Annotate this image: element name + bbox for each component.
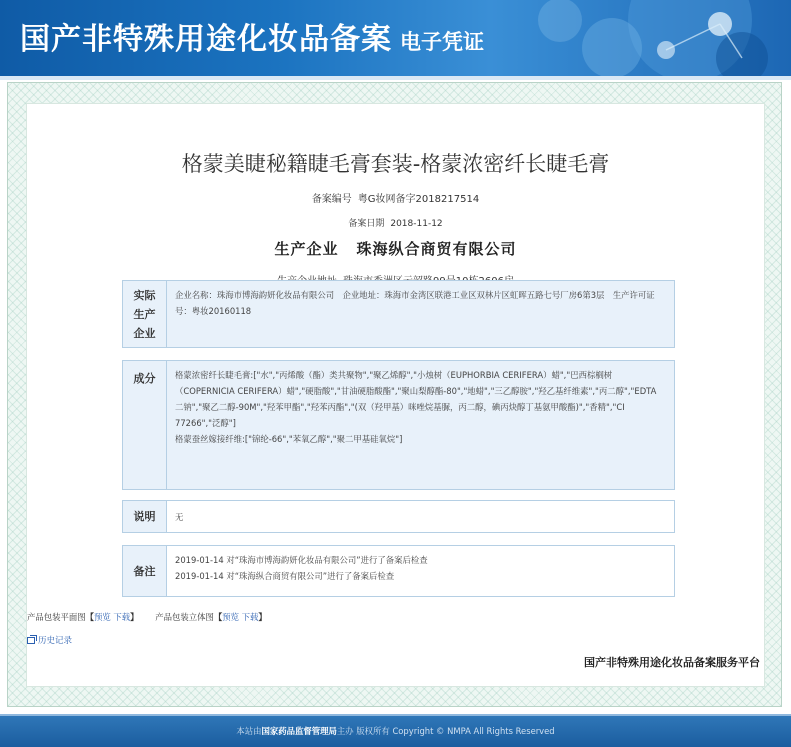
bracket-close: 】 [130, 612, 139, 622]
description-text: 无 [175, 512, 184, 522]
ingredients-label: 成分 [133, 372, 156, 385]
remarks-label: 备注 [133, 564, 156, 578]
flat-image-download-link[interactable]: 下载 [113, 612, 131, 622]
ingredients-block [122, 360, 675, 490]
description-label-cell [123, 501, 167, 532]
remarks-block [122, 545, 675, 597]
registration-date: 2018-11-12 [390, 219, 443, 229]
external-window-icon [27, 637, 35, 644]
description-body [167, 501, 674, 532]
actual-producer-label: 实际生产企业 [133, 288, 156, 340]
product-name: 格蒙美睫秘籍睫毛膏套装-格蒙浓密纤长睫毛膏 [181, 152, 610, 176]
registration-number: 粤G妆网备字2018217514 [357, 194, 480, 205]
bracket-open: 【 [213, 612, 223, 622]
registration-number-label: 备案编号 [311, 194, 352, 205]
ingredients-body [167, 361, 674, 489]
footer-prefix: 本站由 [236, 726, 262, 736]
registration-date-label: 备案日期 [348, 219, 385, 229]
registration-date-line [27, 216, 764, 229]
remarks-body [167, 546, 674, 596]
history-link-label: 历史记录 [38, 636, 73, 646]
remark-item: 2019-01-14 对“珠海纵合商贸有限公司”进行了备案后检查 [175, 571, 395, 581]
site-title-sub: 电子凭证 [400, 29, 484, 54]
site-title [20, 14, 484, 58]
description-label: 说明 [133, 510, 156, 523]
certificate-frame [7, 82, 782, 707]
stereo-image-label: 产品包装立体图 [155, 612, 214, 622]
description-block [122, 500, 675, 533]
ingredients-fiber: 格蒙蚕丝嫁接纤维:["锦纶-66","苯氧乙醇","聚二甲基硅氧烷"] [175, 434, 403, 444]
flat-image-preview-link[interactable]: 预览 [94, 612, 111, 622]
remark-item: 2019-01-14 对“珠海市博海韵妍化妆品有限公司”进行了备案后检查 [175, 555, 428, 565]
ingredients-label-cell [123, 361, 167, 489]
actual-producer-label-cell [123, 281, 167, 347]
flat-image-group [27, 612, 141, 622]
footer-owner: 国家药品监督管理局 [261, 726, 337, 736]
site-title-main: 国产非特殊用途化妆品备案 [20, 22, 392, 57]
remarks-label-cell [123, 546, 167, 596]
bracket-close: 】 [258, 612, 267, 622]
package-image-links [27, 611, 281, 623]
bracket-open: 【 [85, 612, 94, 622]
footer-copyright: 主办 版权所有 Copyright © NMPA All Rights Reserved [336, 726, 555, 736]
platform-name: 国产非特殊用途化妆品备案服务平台 [584, 656, 760, 669]
ingredients-mascara: 格蒙浓密纤长睫毛膏:["水","丙烯酸（酯）类共聚物","聚乙烯醇","小烛树（EUPHORBIA CERIFERA）蜡","巴西棕榈树（COPERNICIA CERIFERA）蜡","硬脂酸","甘油硬脂酸酯","聚山梨醇酯-80","地蜡","三乙醇胺","羟乙基纤维素","丙二醇","EDTA 二钠","聚乙二醇-90M","羟苯甲酯","羟苯丙酯","(双（羟甲基）咪唑烷基脲，丙二醇，碘丙炔醇丁基氨甲酸酯)","香精","CI 77266","泛醇"] [175, 370, 657, 428]
actual-producer-body [167, 281, 674, 347]
manufacturer-label: 生产企业 [274, 240, 339, 258]
manufacturer-name: 珠海纵合商贸有限公司 [356, 240, 517, 258]
footer [0, 714, 791, 747]
stereo-image-preview-link[interactable]: 预览 [222, 612, 239, 622]
header-banner [0, 0, 791, 76]
certificate-body [26, 103, 765, 687]
history-link[interactable] [27, 634, 72, 646]
actual-producer-block [122, 280, 675, 348]
actual-producer-text: 企业名称：珠海市博海韵妍化妆品有限公司 企业地址：珠海市金湾区联港工业区双林片区虹晖五路七号厂房6第3层 生产许可证号：粤妆20160118 [175, 290, 655, 316]
registration-number-line [27, 190, 764, 205]
banner-rule [0, 76, 791, 80]
stereo-image-download-link[interactable]: 下载 [241, 612, 259, 622]
flat-image-label: 产品包装平面图 [27, 612, 86, 622]
manufacturer-line [27, 238, 764, 259]
stereo-image-group [155, 612, 267, 622]
